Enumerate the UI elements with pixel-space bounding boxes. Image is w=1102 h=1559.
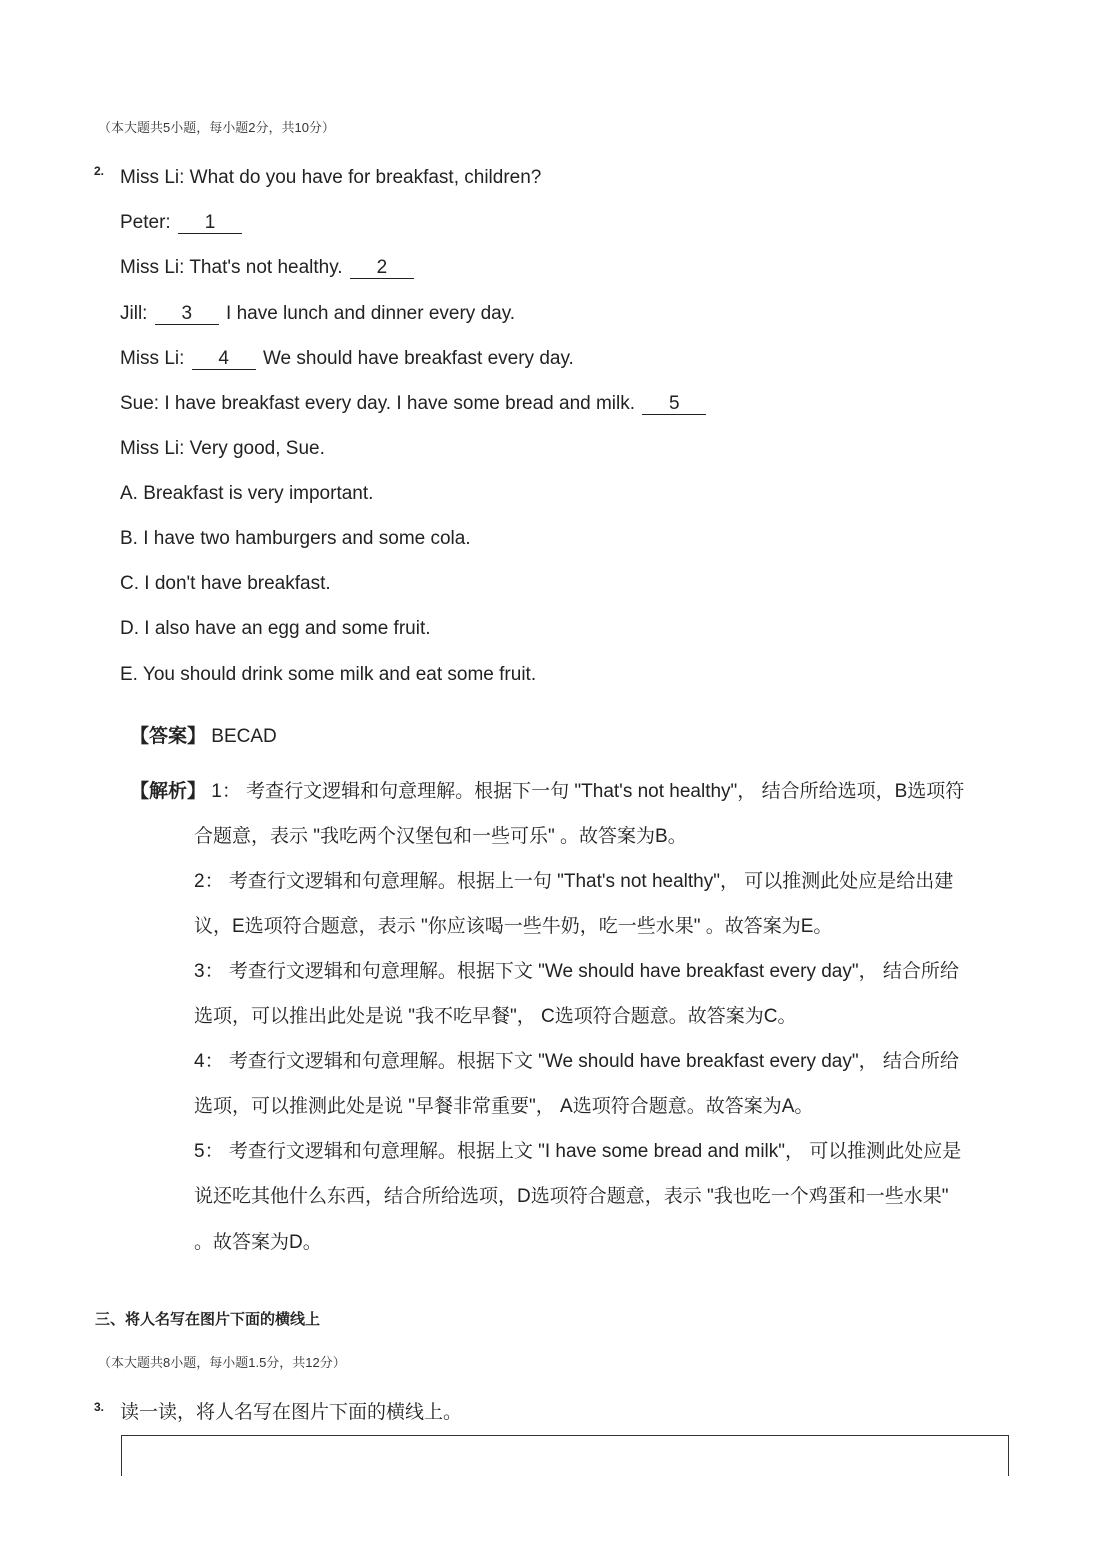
speaker-text: Jill: (120, 303, 148, 324)
dialog-line (120, 210, 244, 236)
analysis-line: 选项，可以推出此处是说 "我不吃早餐"， C选项符合题意。故答案为C。 (194, 1006, 797, 1027)
dialog-line (120, 391, 708, 417)
dialog-line: Miss Li: What do you have for breakfast, children? (120, 167, 542, 188)
analysis-line: 议，E选项符合题意，表示 "你应该喝一些牛奶，吃一些水果" 。故答案为E。 (194, 916, 833, 937)
analysis-line: 5： 考查行文逻辑和句意理解。根据上文 "I have some bread and milk"， 可以推测此处应是 (194, 1141, 962, 1162)
dialog-text: We should have breakfast every day. (262, 348, 574, 369)
speaker-text: Peter: (120, 212, 171, 233)
dialog-line (120, 301, 515, 327)
option-item: B. I have two hamburgers and some cola. (120, 528, 471, 549)
analysis-line: 4： 考查行文逻辑和句意理解。根据下文 "We should have breakfast every day"， 结合所给 (194, 1051, 959, 1072)
option-item: E. You should drink some milk and eat some fruit. (120, 664, 537, 685)
analysis-line: 3： 考查行文逻辑和句意理解。根据下文 "We should have breakfast every day"， 结合所给 (194, 961, 959, 982)
answer (130, 724, 277, 750)
blank-2: 2 (350, 258, 414, 279)
analysis-line: 选项，可以推测此处是说 "早餐非常重要"， A选项符合题意。故答案为A。 (194, 1096, 814, 1117)
dialog-text: I have lunch and dinner every day. (226, 303, 516, 324)
picture-box (121, 1435, 1009, 1476)
analysis-label: 【解析】 (130, 781, 207, 802)
option-item: D. I also have an egg and some fruit. (120, 618, 431, 639)
blank-3: 3 (155, 304, 219, 325)
analysis-line (130, 779, 964, 805)
dialog-line: Miss Li: Very good, Sue. (120, 438, 325, 459)
blank-4: 4 (192, 349, 256, 370)
dialog-line (120, 255, 416, 281)
option-item: A. Breakfast is very important. (120, 483, 374, 504)
section-title: 三、将人名写在图片下面的横线上 (95, 1311, 321, 1328)
question-number: 3. (94, 1400, 105, 1414)
question-number: 2. (94, 164, 105, 178)
dialog-line (120, 346, 574, 372)
blank-5: 5 (642, 394, 706, 415)
answer-value: BECAD (211, 726, 277, 747)
analysis-line: 说还吃其他什么东西，结合所给选项，D选项符合题意，表示 "我也吃一个鸡蛋和一些水果" (194, 1186, 949, 1207)
blank-1: 1 (178, 213, 242, 234)
option-item: C. I don't have breakfast. (120, 573, 331, 594)
analysis-text: 1： 考查行文逻辑和句意理解。根据下一句 "That's not healthy"， 结合所给选项，B选项符 (211, 781, 965, 802)
speaker-text: Sue: I have breakfast every day. I have some bread and milk. (120, 393, 636, 414)
analysis-line: 2： 考查行文逻辑和句意理解。根据上一句 "That's not healthy"， 可以推测此处应是给出建 (194, 871, 954, 892)
section-note: （本大题共5小题，每小题2分，共10分） (98, 120, 335, 135)
section-note: （本大题共8小题，每小题1.5分，共12分） (98, 1355, 346, 1370)
speaker-text: Miss Li: That's not healthy. (120, 257, 343, 278)
analysis-line: 合题意，表示 "我吃两个汉堡包和一些可乐" 。故答案为B。 (194, 826, 687, 847)
speaker-text: Miss Li: (120, 348, 185, 369)
question-prompt: 读一读，将人名写在图片下面的横线上。 (120, 1402, 463, 1423)
answer-label: 【答案】 (130, 726, 207, 747)
analysis-line: 。故答案为D。 (194, 1232, 322, 1253)
